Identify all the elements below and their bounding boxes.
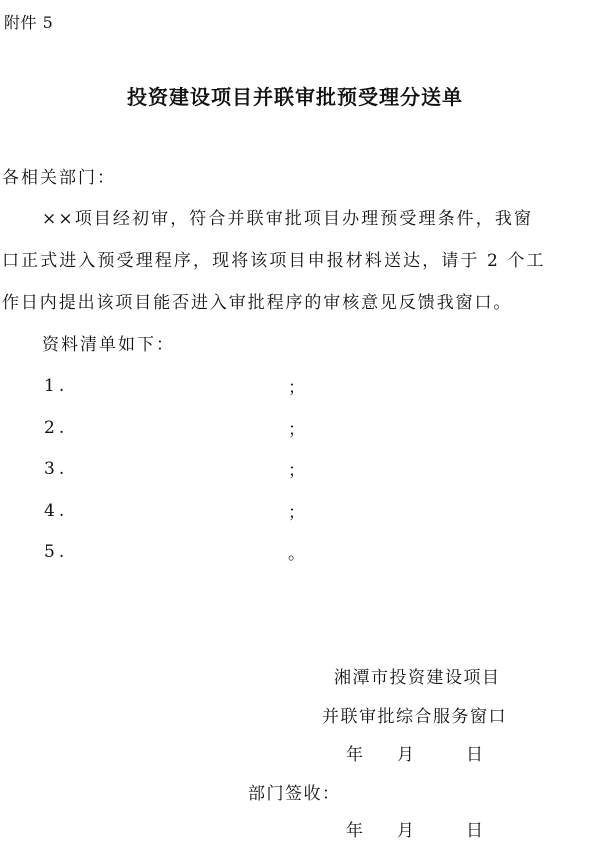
date-month-label: 月 — [397, 745, 414, 765]
list-item-end-punct: ； — [288, 503, 305, 523]
list-item-end-punct: ； — [288, 378, 305, 398]
list-item-number: 3. — [44, 459, 69, 479]
list-item-end-punct: ； — [288, 461, 305, 481]
recipient-line: 各相关部门： — [2, 168, 116, 188]
signature-date — [346, 744, 483, 766]
body-paragraph-line-2: 口正式进入预受理程序，现将该项目申报材料送达，请于 2 个工 — [2, 251, 546, 271]
signature-org-line-1: 湘潭市投资建设项目 — [334, 668, 501, 688]
body-paragraph-line-1: ××项目经初审，符合并联审批项目办理预受理条件，我窗 — [42, 209, 534, 229]
attachment-label: 附件 5 — [4, 13, 54, 32]
list-item-end-punct: ； — [288, 420, 305, 440]
list-item-end-punct: 。 — [288, 544, 305, 564]
body-paragraph-line-3: 作日内提出该项目能否进入审批程序的审核意见反馈我窗口。 — [2, 293, 513, 313]
date-day-label: 日 — [466, 821, 483, 841]
material-list-intro: 资料清单如下： — [42, 335, 175, 355]
list-item-number: 5. — [44, 542, 69, 562]
department-sign-date — [346, 820, 483, 842]
list-item-number: 2. — [44, 418, 69, 438]
list-item-number: 4. — [44, 501, 69, 521]
signature-org-line-2: 并联审批综合服务窗口 — [322, 707, 507, 727]
date-day-label: 日 — [466, 745, 483, 765]
list-item-number: 1. — [44, 376, 69, 396]
department-sign-label: 部门签收： — [248, 784, 341, 804]
date-month-label: 月 — [397, 821, 414, 841]
date-year-label: 年 — [346, 745, 363, 765]
date-year-label: 年 — [346, 821, 363, 841]
document-title: 投资建设项目并联审批预受理分送单 — [127, 85, 463, 109]
